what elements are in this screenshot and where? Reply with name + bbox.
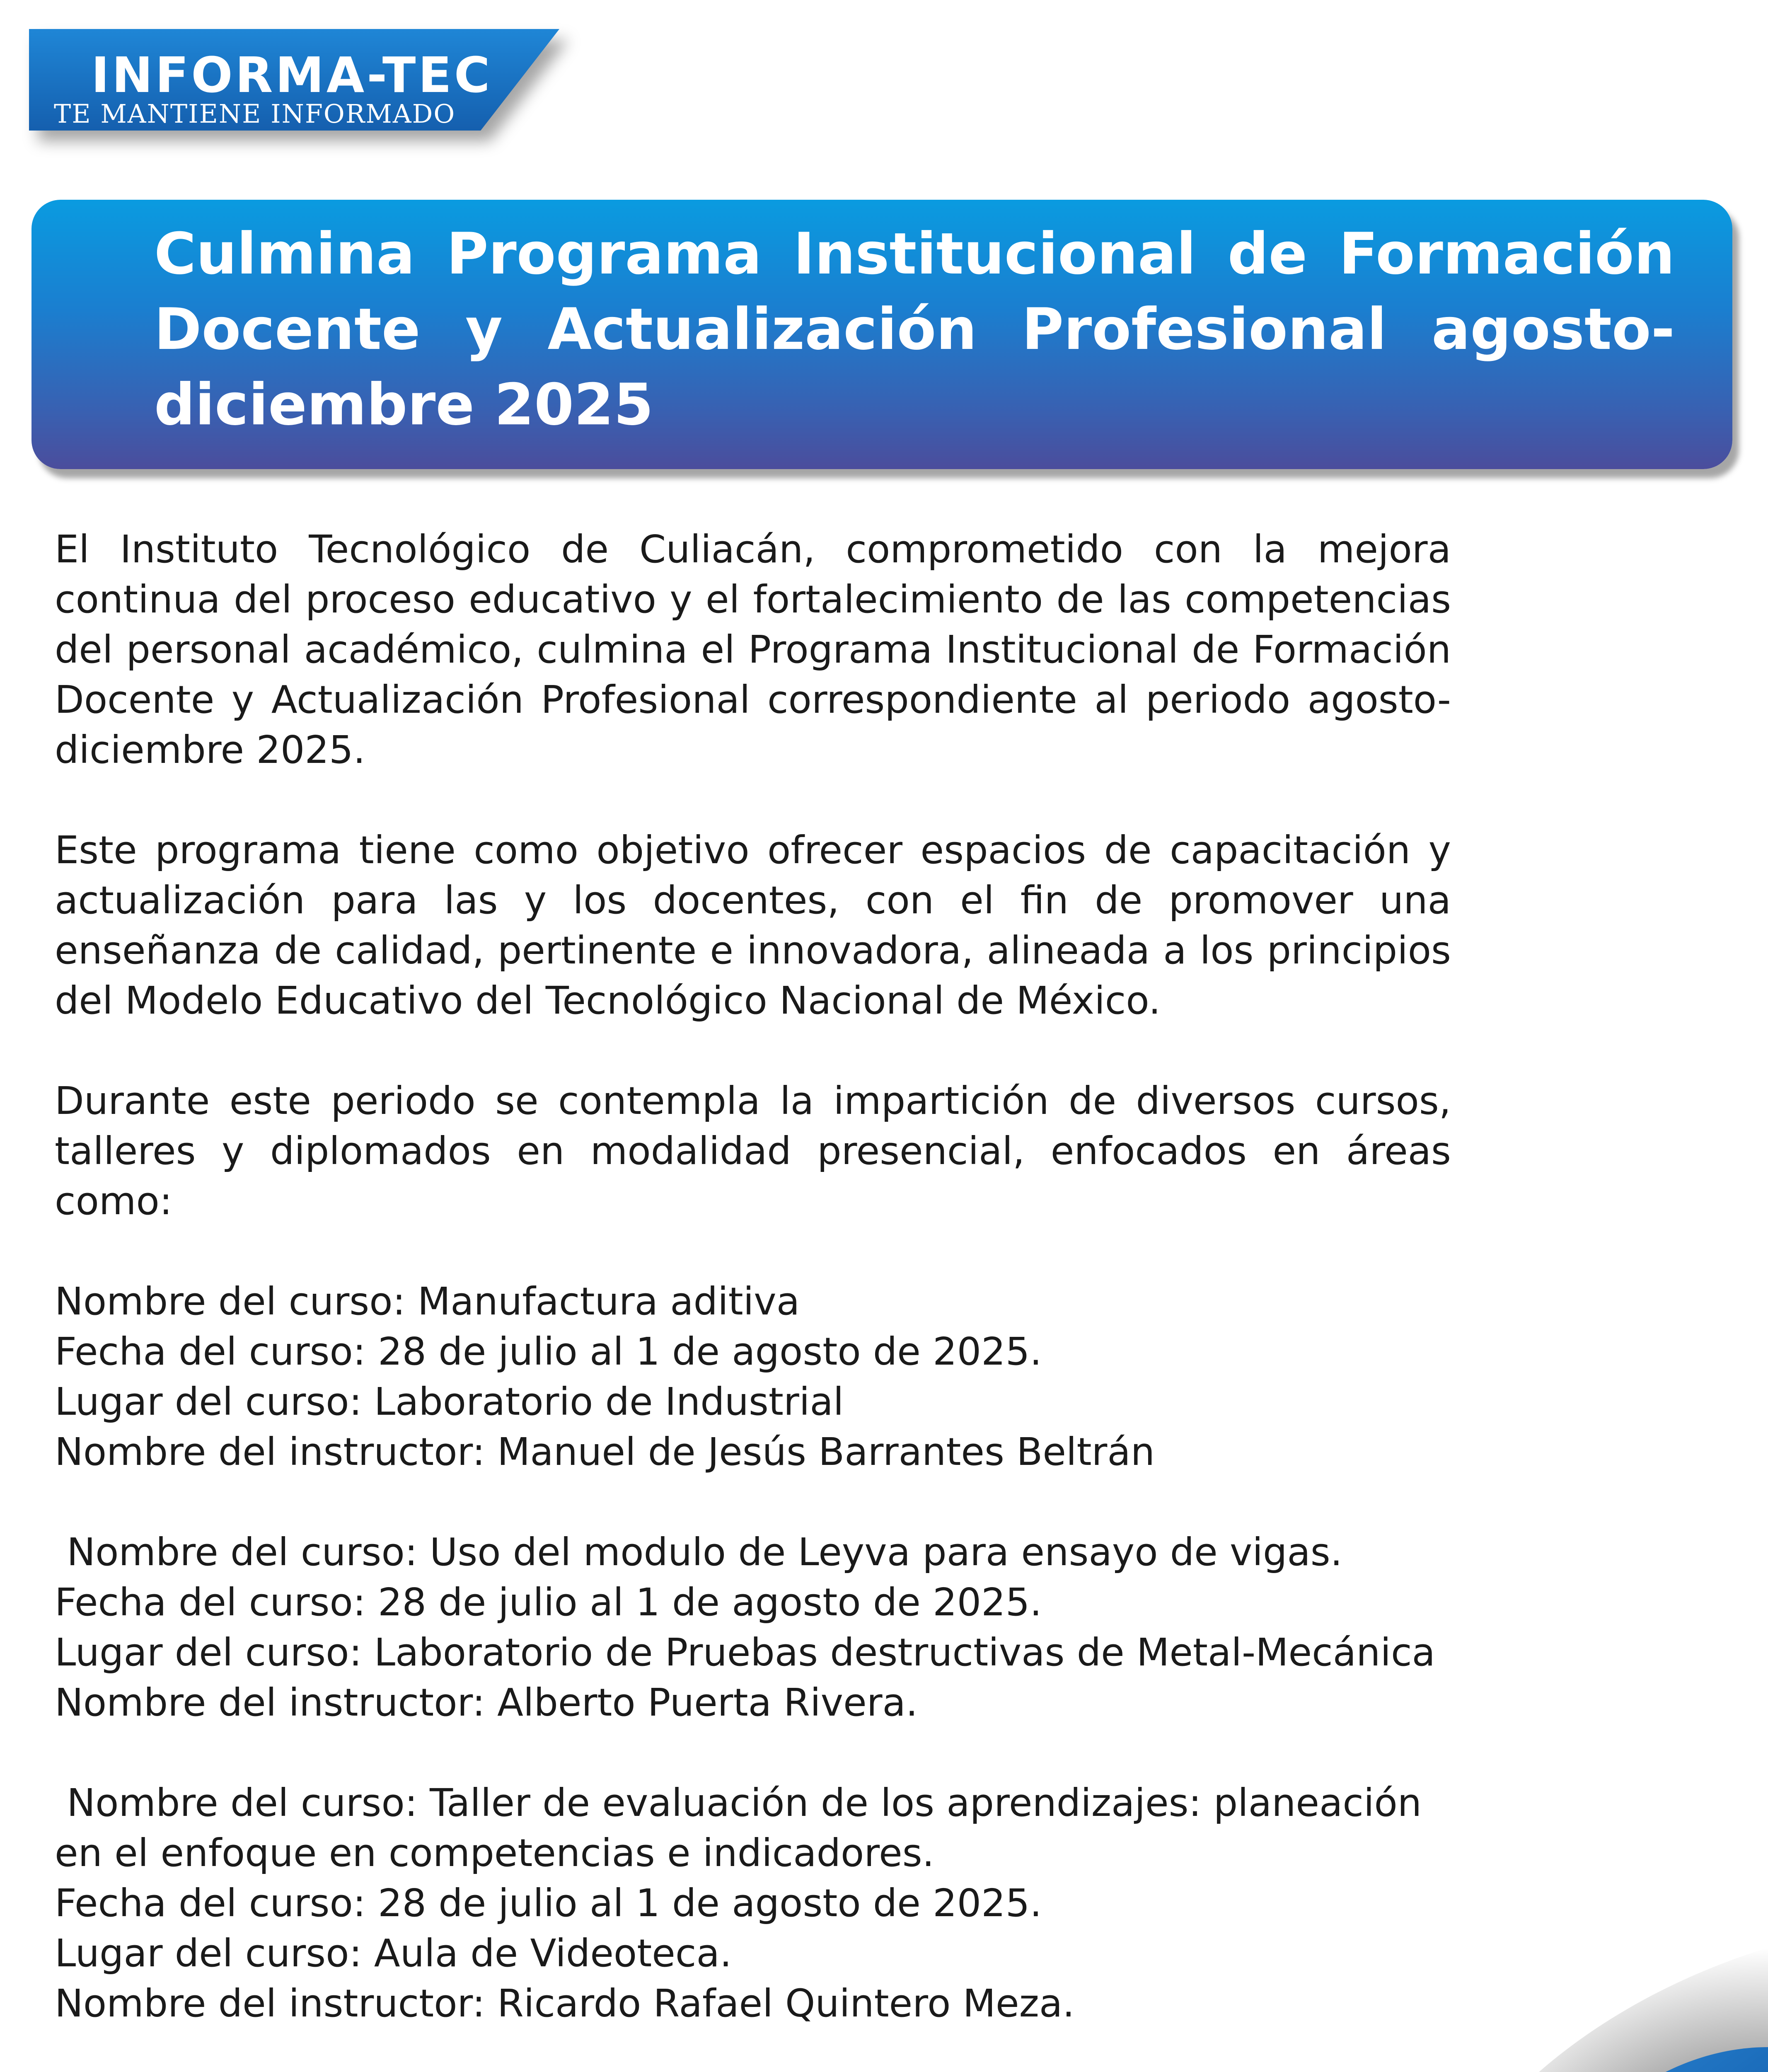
course-place: Lugar del curso: Aula de Videoteca. [55,1931,732,1975]
period-paragraph: Durante este periodo se contempla la impartición de diversos cursos, talleres y diplomados en modalidad presencial, enfocados en áreas como: [55,1079,1451,1223]
course-date: Fecha del curso: 28 de julio al 1 de agosto de 2025. [55,1881,1042,1925]
course-entry [55,1276,1451,1477]
course-instructor: Nombre del instructor: Alberto Puerta Rivera. [55,1680,918,1725]
course-date: Fecha del curso: 28 de julio al 1 de agosto de 2025. [55,1329,1042,1374]
course-entry [55,1527,1451,1728]
headline-banner [31,200,1732,469]
course-name: Nombre del curso: Manufactura aditiva [55,1279,800,1324]
course-instructor: Nombre del instructor: Manuel de Jesús Barrantes Beltrán [55,1430,1155,1474]
course-date: Fecha del curso: 28 de julio al 1 de agosto de 2025. [55,1580,1042,1624]
article-title: Culmina Programa Institucional de Formación Docente y Actualización Profesional agosto-diciembre 2025 [154,220,1675,438]
masthead [29,29,601,133]
article-body [55,524,1451,2028]
page-corner-shape [1434,1948,1768,2072]
course-name: Nombre del curso: Taller de evaluación de los aprendizajes: planeación en el enfoque en competencias e indicadores. [55,1781,1434,1875]
brand-tagline: TE MANTIENE INFORMADO [54,99,456,129]
course-instructor: Nombre del instructor: Ricardo Rafael Quintero Meza. [55,1981,1075,2026]
course-entry [55,1778,1451,2028]
course-place: Lugar del curso: Laboratorio de Industrial [55,1380,844,1424]
brand-logo-title: INFORMA-TEC [91,46,493,104]
objective-paragraph: Este programa tiene como objetivo ofrecer espacios de capacitación y actualización para las y los docentes, con el fin de promover una enseñanza de calidad, pertinente e innovadora, alineada a los principios del Modelo Educativo del Tecnológico Nacional de México. [55,828,1451,1023]
course-name: Nombre del curso: Uso del modulo de Leyva para ensayo de vigas. [55,1530,1342,1574]
page-number-corner [1434,1948,1768,2072]
course-place: Lugar del curso: Laboratorio de Pruebas destructivas de Metal-Mecánica [55,1630,1435,1675]
intro-paragraph: El Instituto Tecnológico de Culiacán, comprometido con la mejora continua del proceso educativo y el fortalecimiento de las competencias del personal académico, culmina el Programa Institucional de Formación Docente y Actualización Profesional correspondiente al periodo agosto-diciembre 2025. [55,527,1451,772]
